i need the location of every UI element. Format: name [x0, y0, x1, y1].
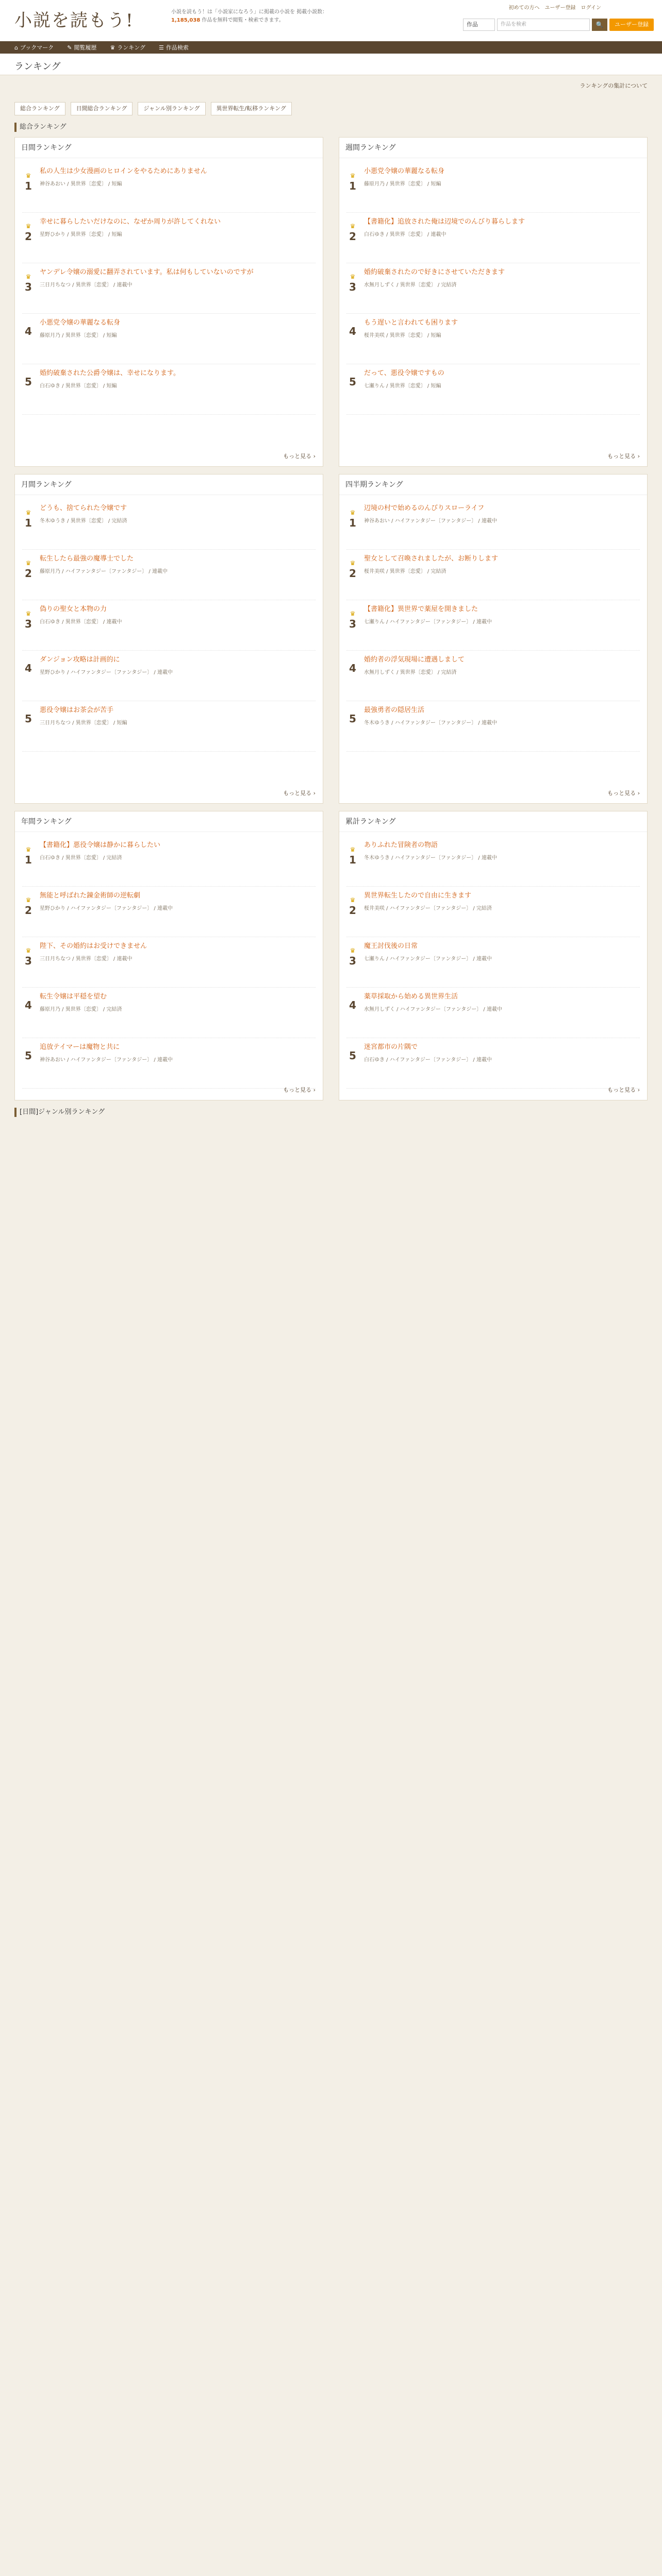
novel-title-link[interactable]: 辺境の村で始めるのんびりスローライフ: [364, 504, 485, 512]
novel-meta: 白石ゆき / 異世界〔恋愛〕 / 連載中: [40, 619, 122, 625]
ranking-item: [22, 836, 316, 887]
rank-number: ♛ 3: [22, 267, 35, 313]
ranking-card: [339, 811, 648, 1100]
item-body: [364, 166, 640, 212]
novel-meta: 白石ゆき / 異世界〔恋愛〕 / 連載中: [364, 232, 446, 238]
ranking-list: [339, 832, 647, 1089]
ranking-list: [339, 158, 647, 415]
crown-icon: ♛: [350, 896, 356, 904]
novel-meta: 七瀬りん / ハイファンタジー〔ファンタジー〕 / 連載中: [364, 956, 492, 962]
item-body: [364, 891, 640, 937]
novel-title-link[interactable]: 私の人生は少女漫画のヒロインをやるためにありません: [40, 167, 207, 175]
section-heading-genre: [日間]ジャンル別ランキング: [14, 1108, 648, 1117]
ranking-item: [22, 988, 316, 1038]
novel-meta: 神谷あおい / ハイファンタジー〔ファンタジー〕 / 連載中: [364, 518, 497, 524]
novel-meta: 神谷あおい / 異世界〔恋愛〕 / 短編: [40, 181, 122, 187]
item-body: [364, 941, 640, 987]
crown-icon: ♛: [350, 610, 356, 617]
item-body: [364, 1042, 640, 1088]
ranking-item: [346, 937, 640, 988]
rank-number: ♛ 3: [346, 604, 359, 650]
ranking-card: [339, 474, 648, 804]
more-link[interactable]: もっと見る ›: [607, 453, 640, 460]
rank-number: ♛ 3: [22, 604, 35, 650]
ranking-grid-overall: [14, 137, 648, 1100]
ranking-item: [22, 213, 316, 263]
novel-meta: 藤原月乃 / 異世界〔恋愛〕 / 完結済: [40, 1007, 122, 1012]
crown-icon: ♛: [25, 273, 31, 280]
more-link[interactable]: もっと見る ›: [283, 790, 316, 796]
ranking-card: [14, 811, 323, 1100]
crown-icon: ♛: [25, 172, 31, 179]
ranking-item: [346, 887, 640, 937]
main-content: [0, 75, 662, 1117]
search-button[interactable]: 🔍: [592, 19, 607, 31]
crown-icon: ♛: [25, 509, 31, 516]
novel-title-link[interactable]: 【書籍化】追放された俺は辺境でのんびり暮らします: [364, 218, 525, 226]
ranking-item: [22, 701, 316, 752]
nav-history[interactable]: [67, 43, 96, 52]
crown-icon: ♛: [25, 846, 31, 853]
novel-title-link[interactable]: 【書籍化】悪役令嬢は静かに暮らしたい: [40, 841, 161, 849]
novel-meta: 冬木ゆうき / ハイファンタジー〔ファンタジー〕 / 連載中: [364, 855, 497, 861]
ranking-item: [22, 600, 316, 651]
rank-number: 4: [349, 662, 356, 674]
ranking-item: [346, 600, 640, 651]
item-body: [364, 604, 640, 650]
item-body: [364, 992, 640, 1038]
crown-icon: ♛: [25, 896, 31, 904]
rank-number: ♛ 2: [346, 891, 359, 937]
rank-number: ♛ 3: [346, 941, 359, 987]
novel-title-link[interactable]: 転生令嬢は平穏を望む: [40, 993, 107, 1001]
novel-title-link[interactable]: だって、悪役令嬢ですもの: [364, 369, 444, 377]
crown-icon: ♛: [110, 44, 115, 51]
novel-title-link[interactable]: 偽りの聖女と本物の力: [40, 605, 107, 613]
crown-icon: ♛: [350, 560, 356, 567]
top-link-guide[interactable]: 初めての方へ: [508, 5, 540, 11]
novel-title-link[interactable]: 最強勇者の隠居生活: [364, 706, 425, 714]
novel-meta: 白石ゆき / 異世界〔恋愛〕 / 短編: [40, 383, 117, 389]
rank-number: 4: [349, 999, 356, 1011]
section-heading-overall: 総合ランキング: [14, 123, 648, 132]
rank-number: ♛ 2: [346, 217, 359, 263]
history-icon: ✎: [67, 44, 72, 51]
page-title-bar: [0, 54, 662, 75]
ranking-item: [22, 263, 316, 314]
crown-icon: ♛: [350, 509, 356, 516]
crown-icon: ♛: [350, 273, 356, 280]
item-body: [364, 503, 640, 549]
novel-title-link[interactable]: 小悪党令嬢の華麗なる転身: [40, 319, 121, 327]
novel-meta: 三日月ちなつ / 異世界〔恋愛〕 / 連載中: [40, 956, 133, 962]
site-logo[interactable]: 小説を読もう!: [14, 10, 134, 31]
rank-number: 5: [349, 1049, 356, 1062]
rank-number: ♛ 3: [22, 941, 35, 987]
global-nav: [0, 41, 662, 54]
novel-meta: 星野ひかり / ハイファンタジー〔ファンタジー〕 / 連載中: [40, 906, 173, 911]
item-body: [364, 554, 640, 600]
ranking-list: [339, 495, 647, 752]
novel-meta: 七瀬りん / ハイファンタジー〔ファンタジー〕 / 連載中: [364, 619, 492, 625]
list-icon: ☰: [158, 44, 164, 51]
user-register-button[interactable]: ユーザー登録: [609, 19, 654, 31]
ranking-item: [22, 550, 316, 600]
ranking-item: [22, 314, 316, 364]
search-type-select[interactable]: 作品: [463, 19, 495, 31]
novel-title-link[interactable]: ヤンデレ令嬢の溺愛に翻弄されています。私は何もしていないのですが: [40, 268, 254, 276]
item-body: [40, 1042, 316, 1088]
ranking-item: [22, 499, 316, 550]
novel-count: 1,185,038: [171, 18, 201, 23]
top-links: [509, 3, 602, 11]
more-link[interactable]: もっと見る ›: [607, 1087, 640, 1093]
novel-meta: 白石ゆき / 異世界〔恋愛〕 / 完結済: [40, 855, 122, 861]
rank-number: 4: [25, 999, 32, 1011]
ranking-item: [346, 364, 640, 415]
ranking-item: [346, 162, 640, 213]
ranking-item: [346, 836, 640, 887]
novel-meta: 星野ひかり / 異世界〔恋愛〕 / 短編: [40, 232, 122, 238]
novel-meta: 水無月しずく / 異世界〔恋愛〕 / 完結済: [364, 282, 457, 288]
rank-number: ♛ 1: [22, 166, 35, 212]
nav-label: ランキング: [117, 44, 145, 51]
item-body: [40, 891, 316, 937]
ranking-item: [346, 701, 640, 752]
rank-number: ♛ 1: [22, 503, 35, 549]
rank-number: ♛ 1: [346, 503, 359, 549]
tab-overall[interactable]: 総合ランキング: [14, 102, 65, 115]
ranking-item: [22, 162, 316, 213]
ranking-card-title: 週間ランキング: [339, 138, 647, 158]
novel-title-link[interactable]: 【書籍化】異世界で薬屋を開きました: [364, 605, 478, 613]
novel-title-link[interactable]: 異世界転生したので自由に生きます: [364, 892, 472, 900]
search-bar: [463, 19, 654, 31]
ranking-item: [346, 499, 640, 550]
search-input[interactable]: 作品を検索: [497, 19, 590, 31]
novel-title-link[interactable]: 転生したら最強の魔導士でした: [40, 555, 134, 563]
novel-title-link[interactable]: もう遅いと言われても困ります: [364, 319, 458, 327]
novel-title-link[interactable]: 小悪党令嬢の華麗なる転身: [364, 167, 445, 175]
item-body: [364, 840, 640, 886]
novel-meta: 水無月しずく / ハイファンタジー〔ファンタジー〕 / 連載中: [364, 1007, 502, 1012]
tab-genre[interactable]: ジャンル別ランキング: [138, 102, 205, 115]
ranking-card-title: 四半期ランキング: [339, 474, 647, 495]
crown-icon: ♛: [25, 223, 31, 230]
rank-number: ♛ 2: [22, 554, 35, 600]
novel-meta: 水無月しずく / 異世界〔恋愛〕 / 完結済: [364, 670, 457, 675]
item-body: [40, 166, 316, 212]
item-body: [40, 705, 316, 751]
ranking-item: [346, 550, 640, 600]
ranking-item: [22, 937, 316, 988]
item-body: [40, 368, 316, 414]
tagline-count-label: 掲載小説数：: [296, 9, 328, 15]
rank-number: 5: [25, 713, 32, 725]
ranking-tabs: [14, 75, 648, 115]
rank-number: 4: [349, 325, 356, 337]
ranking-item: [22, 887, 316, 937]
crown-icon: ♛: [25, 947, 31, 954]
item-body: [364, 705, 640, 751]
novel-title-link[interactable]: ダンジョン攻略は計画的に: [40, 656, 120, 664]
item-body: [40, 267, 316, 313]
novel-title-link[interactable]: 魔王討伐後の日常: [364, 942, 418, 950]
site-header: [0, 0, 662, 41]
rank-number: ♛ 1: [346, 166, 359, 212]
novel-title-link[interactable]: ありふれた冒険者の物語: [364, 841, 438, 849]
ranking-card: [14, 474, 323, 804]
rank-number: ♛ 2: [22, 217, 35, 263]
tab-isekai[interactable]: 異世界転生/転移ランキング: [211, 102, 292, 115]
novel-title-link[interactable]: 迷宮都市の片隅で: [364, 1043, 418, 1051]
item-body: [40, 941, 316, 987]
item-body: [40, 655, 316, 701]
item-body: [40, 318, 316, 364]
rank-number: 5: [349, 713, 356, 725]
rank-number: 4: [25, 662, 32, 674]
novel-meta: 桜井美咲 / 異世界〔恋愛〕 / 短編: [364, 333, 441, 338]
novel-meta: 三日月ちなつ / 異世界〔恋愛〕 / 連載中: [40, 282, 133, 288]
rank-number: 5: [25, 376, 32, 388]
more-link[interactable]: もっと見る ›: [607, 790, 640, 796]
crown-icon: ♛: [25, 610, 31, 617]
ranking-item: [346, 988, 640, 1038]
ranking-card-title: 日間ランキング: [15, 138, 323, 158]
novel-title-link[interactable]: 薬草採取から始める異世界生活: [364, 993, 458, 1001]
novel-meta: 白石ゆき / ハイファンタジー〔ファンタジー〕 / 連載中: [364, 1057, 492, 1063]
item-body: [40, 840, 316, 886]
ranking-card-title: 年間ランキング: [15, 811, 323, 832]
novel-meta: 七瀬りん / 異世界〔恋愛〕 / 短編: [364, 383, 441, 389]
item-body: [40, 992, 316, 1038]
rank-number: ♛ 2: [22, 891, 35, 937]
more-link[interactable]: もっと見る ›: [283, 453, 316, 460]
novel-meta: 三日月ちなつ / 異世界〔恋愛〕 / 短編: [40, 720, 127, 726]
crown-icon: ♛: [350, 846, 356, 853]
nav-label: ブックマーク: [20, 44, 54, 51]
nav-ranking[interactable]: [110, 43, 145, 52]
more-link[interactable]: もっと見る ›: [283, 1087, 316, 1093]
item-body: [40, 503, 316, 549]
crown-icon: ♛: [350, 947, 356, 954]
ranking-item: [22, 364, 316, 415]
nav-label: 閲覧履歴: [74, 44, 97, 51]
crown-icon: ♛: [350, 172, 356, 179]
top-link-login[interactable]: ログイン: [581, 5, 601, 11]
novel-title-link[interactable]: 無能と呼ばれた錬金術師の逆転劇: [40, 892, 141, 900]
item-body: [40, 217, 316, 263]
rank-number: ♛ 3: [346, 267, 359, 313]
ranking-list: [15, 495, 323, 752]
item-body: [364, 217, 640, 263]
ranking-item: [22, 651, 316, 701]
tab-daily-overall[interactable]: 日間総合ランキング: [71, 102, 133, 115]
page-title: ランキング: [14, 61, 61, 72]
novel-meta: 冬木ゆうき / ハイファンタジー〔ファンタジー〕 / 連載中: [364, 720, 497, 726]
item-body: [364, 267, 640, 313]
rank-number: ♛ 1: [346, 840, 359, 886]
novel-meta: 藤原月乃 / ハイファンタジー〔ファンタジー〕 / 連載中: [40, 569, 168, 574]
item-body: [364, 318, 640, 364]
tagline-text-after: 作品を無料で閲覧・検索できます。: [202, 18, 284, 23]
novel-meta: 星野ひかり / ハイファンタジー〔ファンタジー〕 / 連載中: [40, 670, 173, 675]
ranking-card-title: 月間ランキング: [15, 474, 323, 495]
novel-title-link[interactable]: 婚約破棄された公爵令嬢は、幸せになります。: [40, 369, 180, 377]
novel-title-link[interactable]: 婚約者の浮気現場に遭遇しまして: [364, 656, 465, 664]
rank-number: ♛ 2: [346, 554, 359, 600]
ranking-item: [346, 213, 640, 263]
novel-title-link[interactable]: 陛下、その婚約はお受けできません: [40, 942, 147, 950]
item-body: [40, 554, 316, 600]
item-body: [40, 604, 316, 650]
novel-title-link[interactable]: どうも、捨てられた令嬢です: [40, 504, 127, 512]
novel-title-link[interactable]: 悪役令嬢はお茶会が苦手: [40, 706, 114, 714]
novel-title-link[interactable]: 幸せに暮らしたいだけなのに、なぜか周りが許してくれない: [40, 218, 221, 226]
rank-number: ♛ 1: [22, 840, 35, 886]
tagline-text: 小説を読もう！は「小説家になろう」に掲載の小説を: [171, 9, 295, 15]
novel-title-link[interactable]: 追放テイマーは魔物と共に: [40, 1043, 120, 1051]
nav-search[interactable]: [159, 43, 189, 52]
rank-number: 5: [349, 376, 356, 388]
top-link-register[interactable]: ユーザー登録: [544, 5, 576, 11]
ranking-item: [22, 1038, 316, 1089]
item-body: [364, 655, 640, 701]
novel-meta: 神谷あおい / ハイファンタジー〔ファンタジー〕 / 連載中: [40, 1057, 173, 1063]
novel-meta: 冬木ゆうき / 異世界〔恋愛〕 / 完結済: [40, 518, 127, 524]
novel-meta: 藤原月乃 / 異世界〔恋愛〕 / 短編: [40, 333, 117, 338]
nav-bookmark[interactable]: [14, 43, 54, 52]
ranking-card-title: 累計ランキング: [339, 811, 647, 832]
novel-title-link[interactable]: 婚約破棄されたので好きにさせていただきます: [364, 268, 505, 276]
ranking-card: [14, 137, 323, 467]
crown-icon: ♛: [25, 560, 31, 567]
novel-meta: 桜井美咲 / ハイファンタジー〔ファンタジー〕 / 完結済: [364, 906, 492, 911]
rank-number: 4: [25, 325, 32, 337]
ranking-card: [339, 137, 648, 467]
ranking-item: [346, 263, 640, 314]
ranking-item: [346, 651, 640, 701]
crown-icon: ♛: [350, 223, 356, 230]
item-body: [364, 368, 640, 414]
bookmark-icon: ⌂: [14, 44, 18, 51]
nav-label: 作品検索: [166, 44, 189, 51]
novel-meta: 桜井美咲 / 異世界〔恋愛〕 / 完結済: [364, 569, 446, 574]
novel-title-link[interactable]: 聖女として召喚されましたが、お断りします: [364, 555, 499, 563]
site-tagline: [171, 8, 341, 25]
novel-meta: 藤原月乃 / 異世界〔恋愛〕 / 短編: [364, 181, 441, 187]
ranking-list: [15, 832, 323, 1089]
ranking-item: [346, 1038, 640, 1089]
ranking-list: [15, 158, 323, 415]
rank-number: 5: [25, 1049, 32, 1062]
ranking-about-link[interactable]: ランキングの集計について: [580, 82, 648, 89]
ranking-item: [346, 314, 640, 364]
